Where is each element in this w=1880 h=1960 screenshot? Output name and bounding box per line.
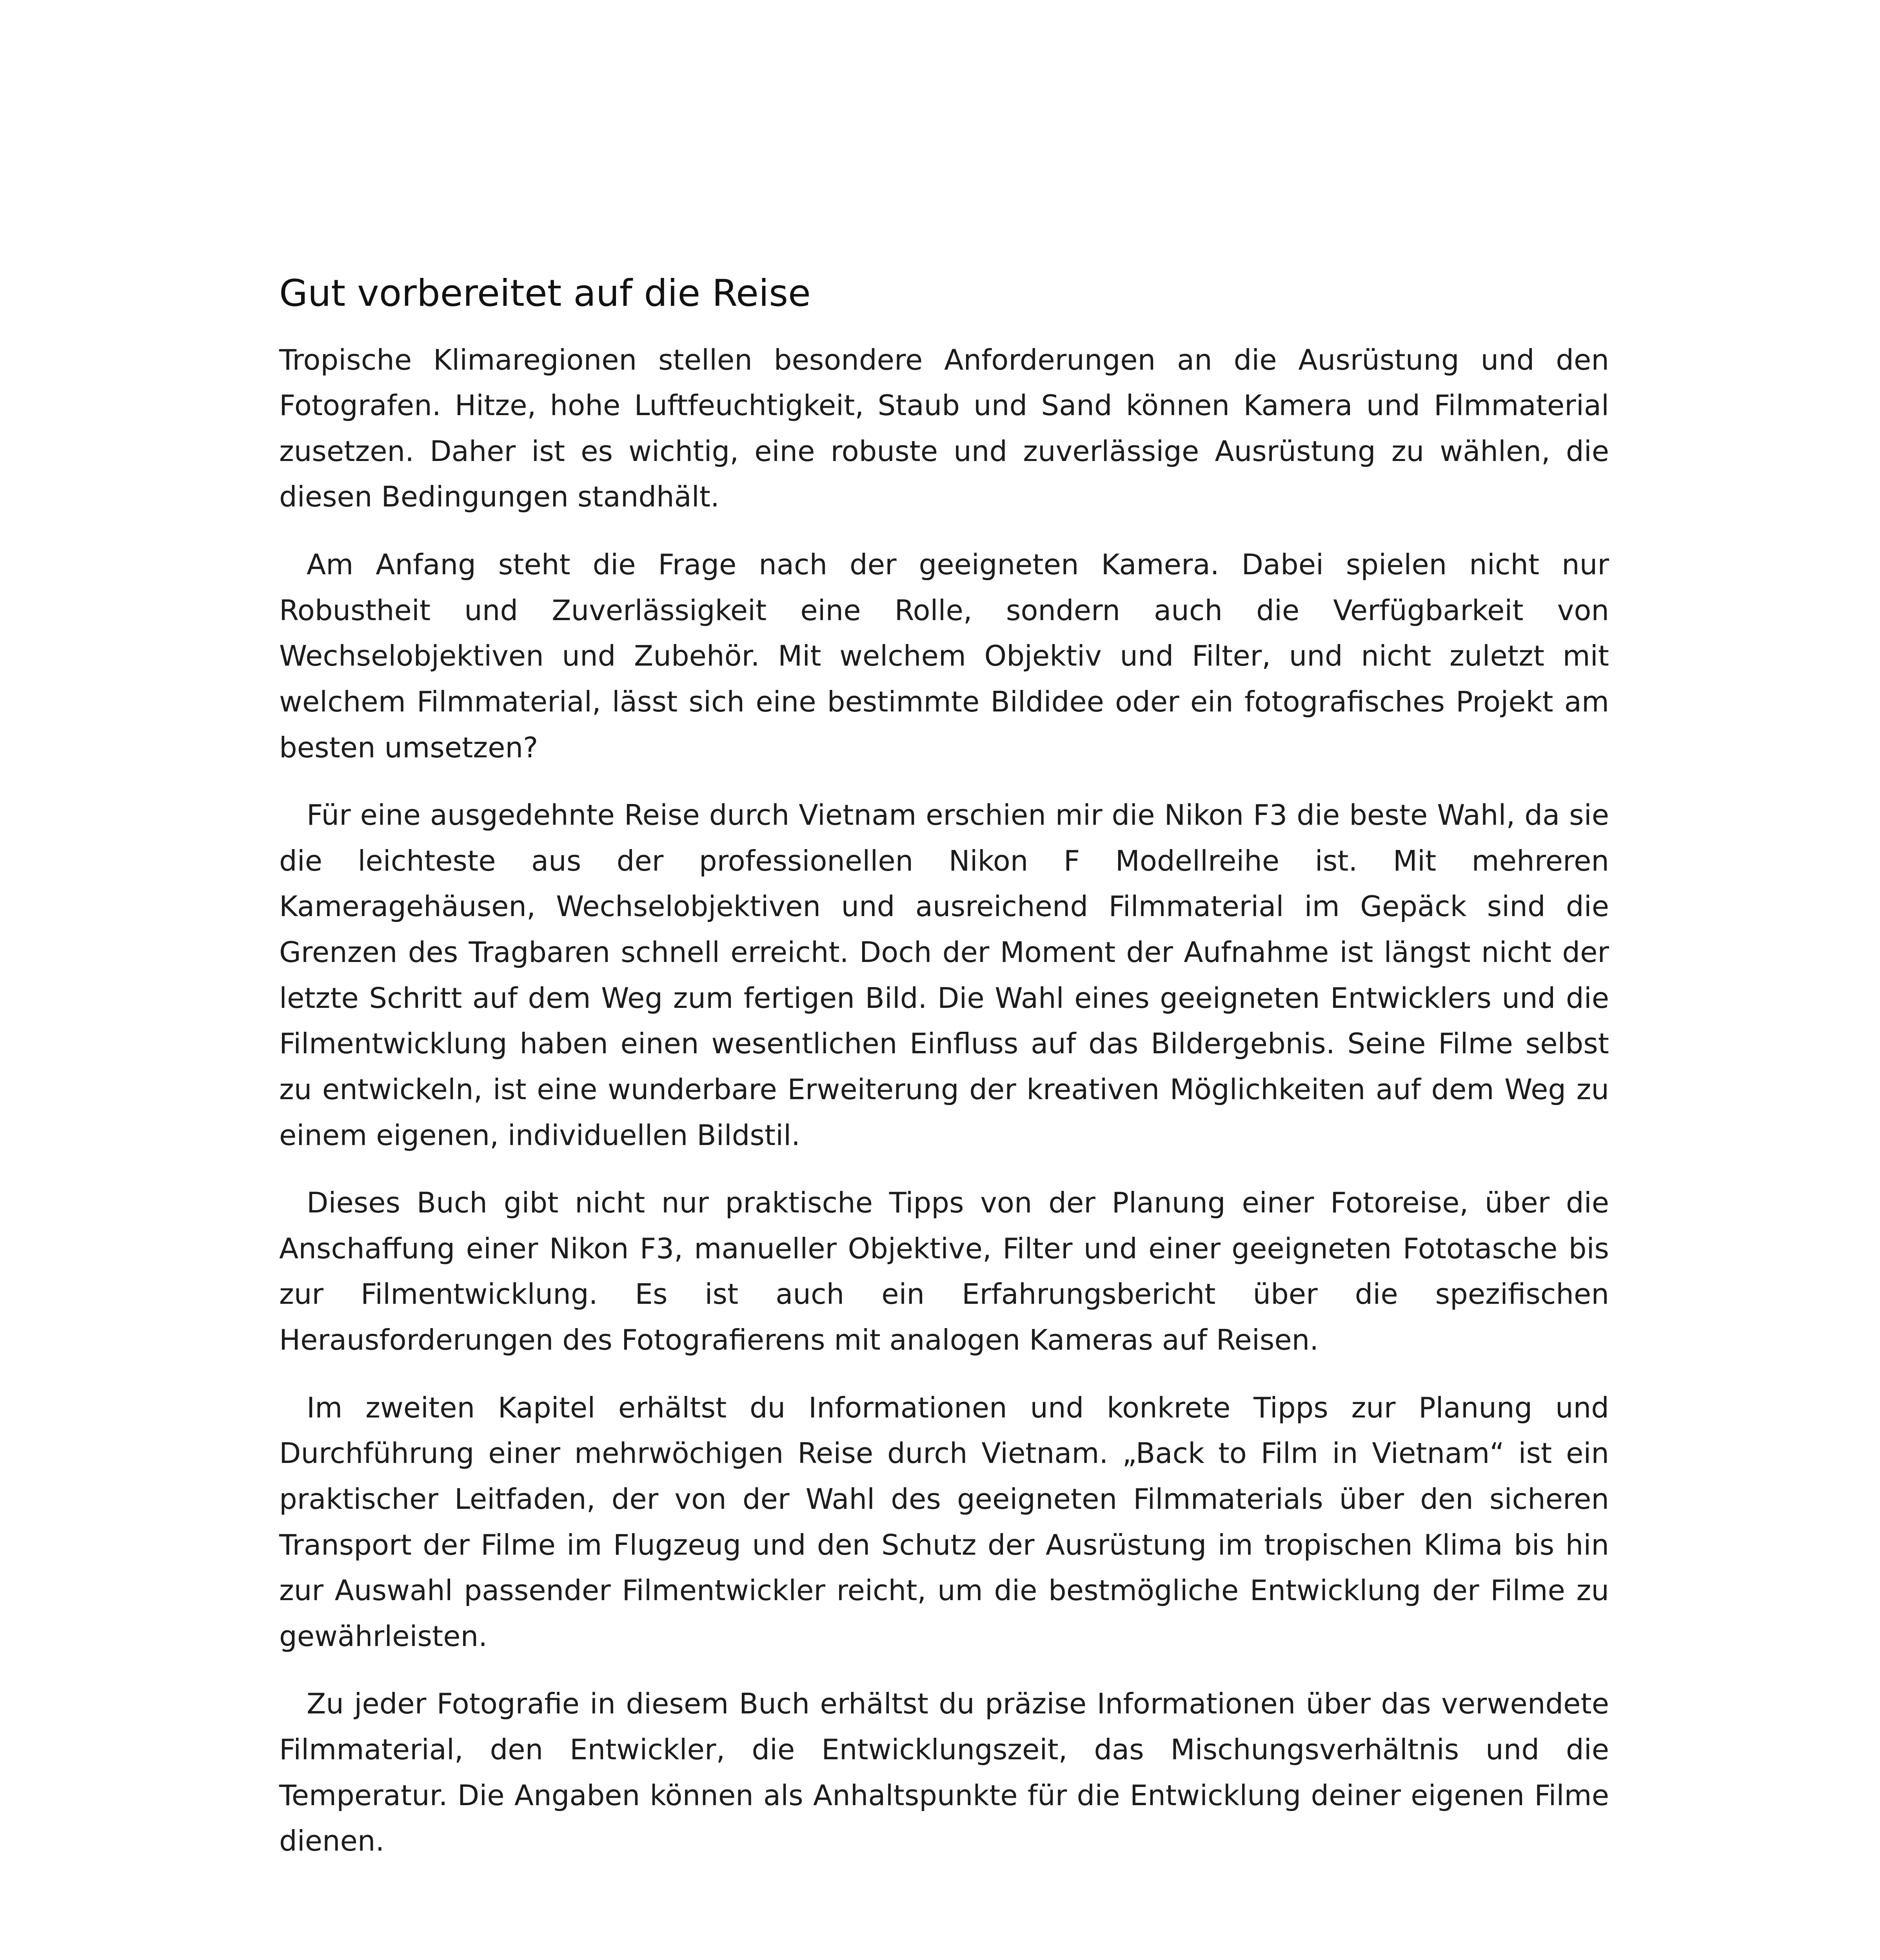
paragraph-photo-details: Zu jeder Fotografie in diesem Buch erhältst du präzise Informationen über das verwendete Filmmaterial, den Entwickler, die Entwicklungszeit, das Mischungsverhältnis und die Temperatur. Die Angaben können als Anhaltspunkte für die Entwicklung deiner eigenen Filme dienen. [279,1687,1609,1858]
page-body [279,270,1609,1886]
paragraph-intro: Tropische Klimaregionen stellen besondere Anforderungen an die Ausrüstung und den Fotografen. Hitze, hohe Luftfeuchtigkeit, Staub und Sand können Kamera und Filmmaterial zusetzen. Daher ist es wichtig, eine robuste und zuverlässige Ausrüstung zu wählen, die diesen Bedingungen standhält. [279,343,1609,514]
paragraph-book-purpose: Dieses Buch gibt nicht nur praktische Tipps von der Planung einer Fotoreise, über die Anschaffung einer Nikon F3, manueller Objektive, Filter und einer geeigneten Fototasche bis zur Filmentwicklung. Es ist auch ein Erfahrungsbericht über die spezifischen Herausforderungen des Fotografierens mit analogen Kameras auf Reisen. [279,1186,1609,1356]
paragraph-nikon-f3: Für eine ausgedehnte Reise durch Vietnam erschien mir die Nikon F3 die beste Wahl, da sie die leichteste aus der professionellen Nikon F Modellreihe ist. Mit mehreren Kameragehäusen, Wechselobjektiven und ausreichend Filmmaterial im Gepäck sind die Grenzen des Tragbaren schnell erreicht. Doch der Moment der Aufnahme ist längst nicht der letzte Schritt auf dem Weg zum fertigen Bild. Die Wahl eines geeigneten Entwicklers und die Filmentwicklung haben einen wesentlichen Einfluss auf das Bildergebnis. Seine Filme selbst zu entwickeln, ist eine wunderbare Erweiterung der kreativen Möglichkeiten auf dem Weg zu einem eigenen, individuellen Bildstil. [279,799,1609,1152]
paragraph-second-chapter: Im zweiten Kapitel erhältst du Informationen und konkrete Tipps zur Planung und Durchführung einer mehrwöchigen Reise durch Vietnam. „Back to Film in Vietnam“ ist ein praktischer Leitfaden, der von der Wahl des geeigneten Filmmaterials über den sicheren Transport der Filme im Flugzeug und den Schutz der Ausrüstung im tropischen Klima bis hin zur Auswahl passender Filmentwickler reicht, um die bestmögliche Entwicklung der Filme zu gewährleisten. [279,1391,1609,1653]
page-title: Gut vorbereitet auf die Reise [279,272,811,315]
paragraph-camera-choice: Am Anfang steht die Frage nach der geeigneten Kamera. Dabei spielen nicht nur Robustheit und Zuverlässigkeit eine Rolle, sondern auch die Verfügbarkeit von Wechselobjektiven und Zubehör. Mit welchem Objektiv und Filter, und nicht zuletzt mit welchem Filmmaterial, lässt sich eine bestimmte Bildidee oder ein fotografisches Projekt am besten umsetzen? [279,548,1609,764]
